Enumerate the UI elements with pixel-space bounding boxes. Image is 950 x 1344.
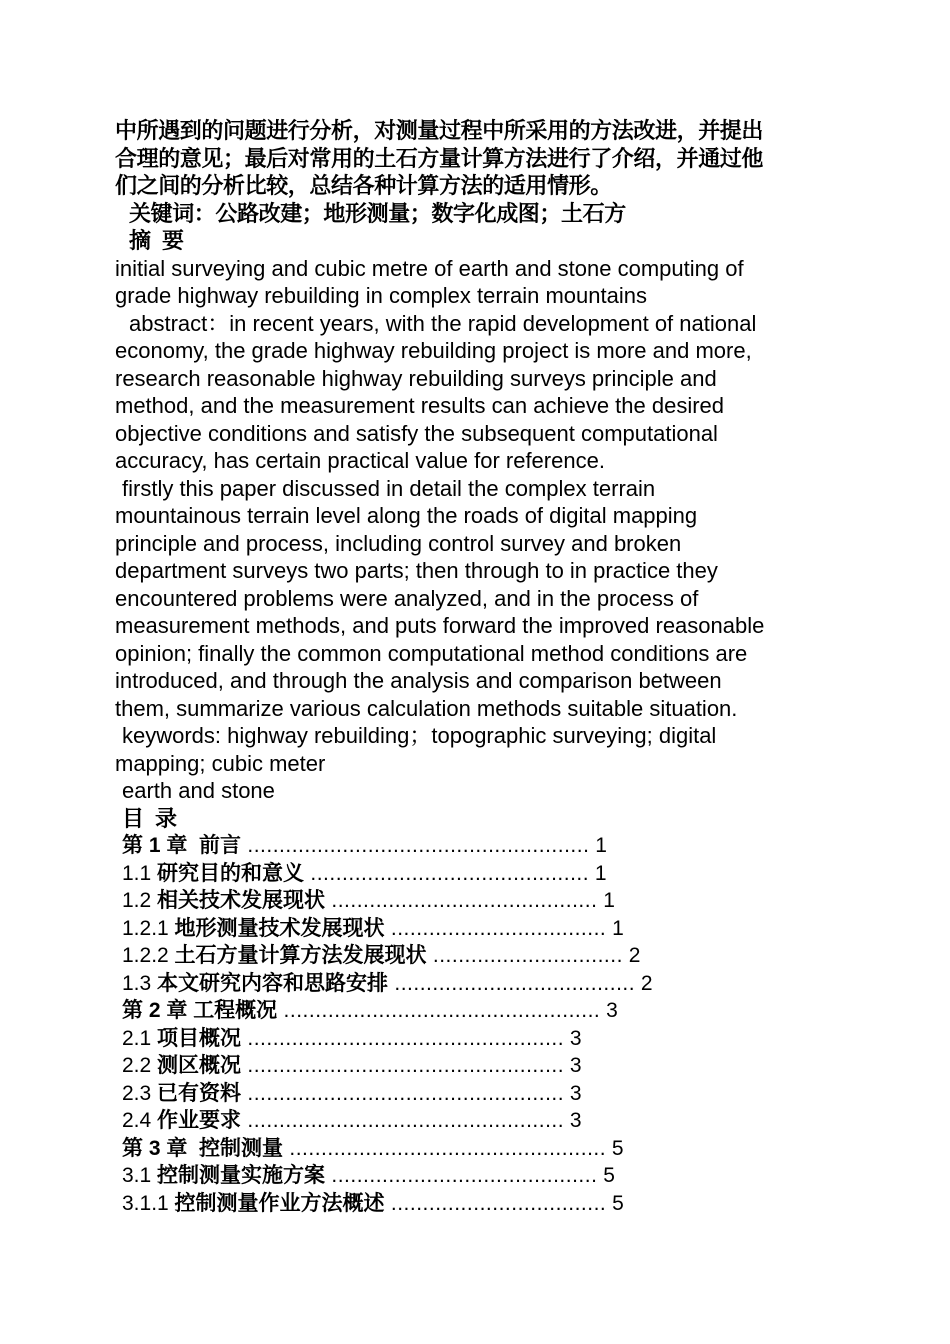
toc-entry[interactable]: [115, 1052, 855, 1080]
toc-entry[interactable]: [115, 832, 855, 860]
toc-page-number: 5: [597, 1164, 615, 1187]
toc-entry[interactable]: [115, 942, 855, 970]
toc-title: 控制测量: [199, 1136, 284, 1160]
toc-entry[interactable]: [115, 860, 855, 888]
toc-leader: ..................................................: [241, 1081, 565, 1105]
text-line: opinion; finally the common computational method conditions are: [115, 640, 748, 666]
toc-page-number: 1: [597, 889, 615, 912]
text-line: economy, the grade highway rebuilding project is more and more,: [115, 338, 752, 363]
toc-page-number: 1: [589, 834, 607, 857]
toc-number: 2.4: [122, 1109, 158, 1132]
text-line: method, and the measurement results can achieve the desired: [115, 393, 725, 418]
toc-page-number: 5: [606, 1136, 624, 1160]
text-line: principle and process, including control survey and broken: [115, 530, 682, 556]
toc-entry[interactable]: [115, 887, 855, 915]
toc-entry[interactable]: [115, 1135, 855, 1163]
toc-page-number: 1: [606, 916, 624, 940]
toc-entry[interactable]: [115, 1107, 855, 1135]
toc-number: 第 2 章: [122, 999, 194, 1022]
toc-number: 2.3: [122, 1081, 158, 1105]
text-line: objective conditions and satisfy the subsequent computational: [115, 420, 718, 446]
toc-page-number: 2: [622, 944, 641, 967]
toc-title: 测区概况: [157, 1054, 242, 1077]
toc-leader: ......................................................: [241, 834, 590, 857]
toc-number: 3.1.1: [122, 1191, 175, 1215]
chinese-keywords: 关键词：公路改建；地形测量；数字化成图；土石方: [129, 200, 626, 226]
toc-title: 作业要求: [157, 1109, 242, 1132]
toc-leader: ..................................................: [241, 1026, 565, 1050]
toc-entry[interactable]: [115, 915, 855, 943]
toc-number: 1.2.2: [122, 944, 175, 967]
toc-leader: ..................................: [384, 1191, 607, 1215]
toc-page-number: 3: [564, 1109, 582, 1132]
english-abstract-paragraph: [115, 310, 855, 475]
toc-title: 本文研究内容和思路安排: [157, 971, 389, 995]
toc-title: 研究目的和意义: [157, 861, 305, 885]
toc-leader: ......................................: [388, 971, 636, 995]
chinese-abstract-paragraph: [115, 117, 855, 200]
toc-entry[interactable]: [115, 1190, 855, 1218]
text-line: 们之间的分析比较，总结各种计算方法的适用情形。: [115, 173, 612, 198]
toc-leader: ............................................: [304, 861, 590, 885]
page-content: [115, 117, 855, 1217]
toc-leader: ..................................................: [241, 1109, 565, 1132]
toc-leader: ..........................................: [325, 889, 598, 912]
toc-title: 已有资料: [157, 1081, 242, 1105]
english-title: [115, 255, 855, 310]
toc-number: 1.1: [122, 861, 158, 885]
toc-number: 1.2.1: [122, 916, 175, 940]
toc-entry[interactable]: [115, 997, 855, 1025]
text-line: keywords: highway rebuilding；topographic surveying; digital: [122, 723, 717, 748]
abstract-heading: 摘 要: [129, 228, 184, 253]
table-of-contents: [115, 832, 855, 1217]
toc-page-number: 2: [635, 971, 653, 995]
toc-leader: ..................................................: [277, 999, 601, 1022]
toc-number: 2.1: [122, 1026, 158, 1050]
toc-leader: ..................................................: [241, 1054, 565, 1077]
text-line: 合理的意见；最后对常用的土石方量计算方法进行了介绍，并通过他: [115, 145, 764, 171]
toc-page-number: 3: [600, 999, 618, 1022]
toc-title: 项目概况: [157, 1026, 242, 1050]
toc-page-number: 3: [564, 1026, 582, 1050]
text-line: grade highway rebuilding in complex terrain mountains: [115, 283, 647, 308]
toc-number: 第 3 章: [122, 1136, 200, 1160]
text-line: abstract：in recent years, with the rapid development of national: [129, 310, 757, 336]
toc-number: 2.2: [122, 1054, 158, 1077]
toc-number: 第 1 章: [122, 834, 200, 857]
text-line: introduced, and through the analysis and comparison between: [115, 668, 722, 693]
text-line: them, summarize various calculation methods suitable situation.: [115, 695, 738, 721]
english-body-paragraph: [115, 475, 855, 723]
toc-number: 1.2: [122, 889, 158, 912]
text-line: 中所遇到的问题进行分析，对测量过程中所采用的方法改进，并提出: [115, 118, 764, 143]
toc-entry[interactable]: [115, 1025, 855, 1053]
toc-entry[interactable]: [115, 1162, 855, 1190]
text-line: research reasonable highway rebuilding surveys principle and: [115, 365, 717, 391]
text-line: mapping; cubic meter: [115, 750, 326, 776]
text-line: encountered problems were analyzed, and in the process of: [115, 585, 699, 611]
toc-page-number: 3: [564, 1054, 582, 1077]
toc-title: 前言: [199, 834, 242, 857]
toc-title: 地形测量技术发展现状: [174, 916, 385, 940]
toc-page-number: 1: [589, 861, 607, 885]
toc-title: 土石方量计算方法发展现状: [174, 944, 427, 967]
english-keywords: [115, 722, 855, 805]
toc-leader: ..................................................: [283, 1136, 607, 1160]
text-line: mountainous terrain level along the roads of digital mapping: [115, 503, 698, 528]
toc-page-number: 5: [606, 1191, 624, 1215]
toc-entry[interactable]: [115, 970, 855, 998]
toc-leader: ..................................: [384, 916, 607, 940]
toc-number: 1.3: [122, 971, 158, 995]
text-line: measurement methods, and puts forward the improved reasonable: [115, 613, 765, 638]
toc-number: 3.1: [122, 1164, 158, 1187]
toc-title: 相关技术发展现状: [157, 889, 326, 912]
toc-title: 控制测量作业方法概述: [174, 1191, 385, 1215]
toc-leader: ..........................................: [325, 1164, 598, 1187]
toc-leader: ..............................: [426, 944, 623, 967]
text-line: accuracy, has certain practical value for reference.: [115, 448, 605, 473]
toc-entry[interactable]: [115, 1080, 855, 1108]
text-line: initial surveying and cubic metre of earth and stone computing of: [115, 255, 744, 281]
toc-title: 工程概况: [193, 999, 278, 1022]
toc-title: 控制测量实施方案: [157, 1164, 326, 1187]
text-line: earth and stone: [122, 778, 275, 803]
toc-heading: 目 录: [122, 805, 177, 831]
text-line: department surveys two parts; then through to in practice they: [115, 558, 718, 583]
toc-page-number: 3: [564, 1081, 582, 1105]
text-line: firstly this paper discussed in detail the complex terrain: [122, 475, 656, 501]
